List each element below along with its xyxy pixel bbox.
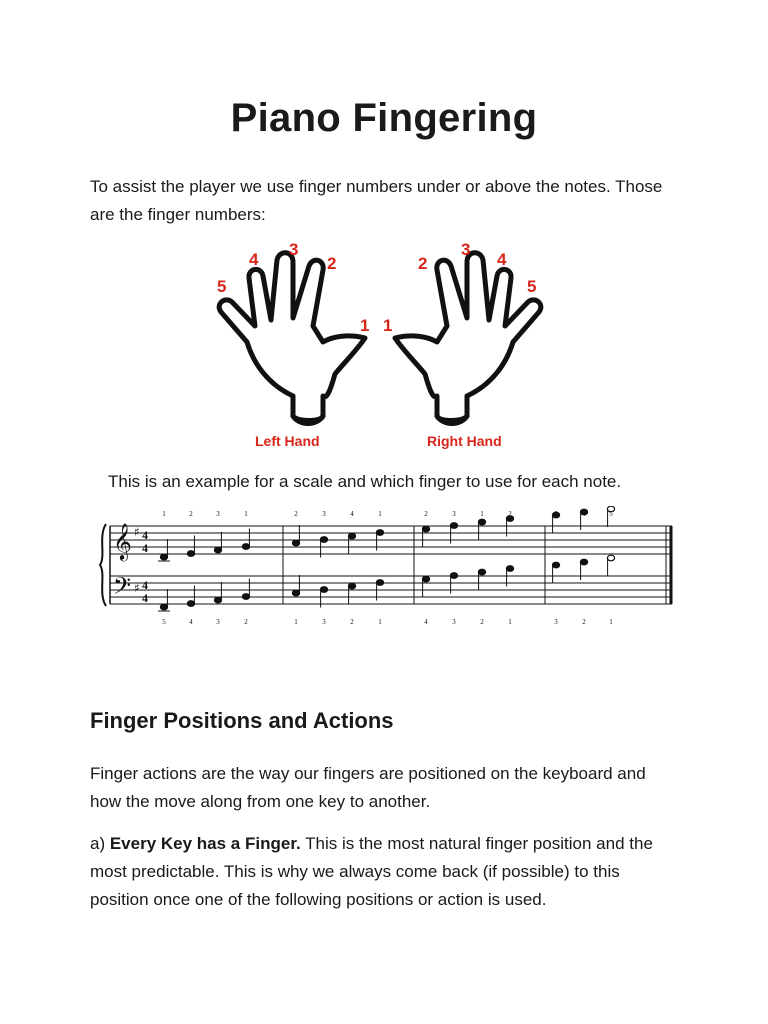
treble-fingering-number: 3: [322, 510, 326, 518]
treble-time-sig-bottom: 4: [142, 541, 148, 555]
right-finger-3: 3: [461, 240, 471, 259]
bass-clef-icon: 𝄢: [113, 572, 132, 605]
treble-note: [187, 551, 194, 557]
treble-note: [348, 533, 355, 539]
treble-note: [214, 547, 221, 553]
bass-note: [607, 555, 614, 561]
treble-fingering-number: 3: [554, 510, 558, 518]
right-finger-2: 2: [418, 254, 428, 273]
section-heading: Finger Positions and Actions: [90, 708, 394, 733]
bass-fingering-number: 3: [322, 618, 326, 626]
treble-fingering-number: 3: [452, 510, 456, 518]
bass-note: [292, 590, 299, 596]
bass-fingering-number: 2: [350, 618, 354, 626]
bass-note: [478, 569, 485, 575]
item-a-bold: Every Key has a Finger.: [109, 834, 301, 853]
bass-fingering-number: 1: [294, 618, 298, 626]
bass-note: [376, 580, 383, 586]
left-hand-label: Left Hand: [255, 433, 320, 449]
bass-note: [552, 562, 559, 568]
left-finger-2: 2: [327, 254, 337, 273]
bass-fingering-number: 2: [480, 618, 484, 626]
bass-fingering-number: 2: [244, 618, 248, 626]
treble-fingering-number: 1: [162, 510, 166, 518]
treble-fingering-number: 1: [480, 510, 484, 518]
treble-fingering-number: 2: [294, 510, 298, 518]
bass-note: [214, 597, 221, 603]
scale-caption: This is an example for a scale and which finger to use for each note.: [108, 472, 622, 491]
scale-music-example: [96, 506, 680, 628]
treble-sharp-icon: ♯: [134, 525, 140, 539]
bass-note: [348, 583, 355, 589]
treble-note: [450, 523, 457, 529]
right-finger-1: 1: [383, 316, 393, 335]
treble-time-sig-top: 4: [142, 528, 148, 542]
right-hand-label: Right Hand: [427, 433, 502, 449]
left-finger-4: 4: [249, 250, 259, 269]
bass-fingering-number: 3: [216, 618, 220, 626]
bass-note: [242, 594, 249, 600]
treble-fingering-number: 2: [424, 510, 428, 518]
bass-note: [506, 566, 513, 572]
grand-staff-brace: [100, 524, 106, 606]
item-a-text: This is the most natural finger position and the most predictable. This is why we always come back (if possible) to this position once one of the following positions or action is used.: [90, 834, 653, 909]
treble-note: [160, 554, 167, 560]
bass-note: [320, 587, 327, 593]
treble-note: [376, 530, 383, 536]
page-title: Piano Fingering: [230, 96, 538, 140]
bass-note: [160, 604, 167, 610]
bass-fingering-number: 4: [424, 618, 428, 626]
treble-note: [478, 519, 485, 525]
treble-note: [320, 537, 327, 543]
bass-note: [187, 601, 194, 607]
bass-fingering-number: 3: [452, 618, 456, 626]
treble-fingering-number: 1: [244, 510, 248, 518]
bass-note: [580, 559, 587, 565]
bass-fingering-number: 1: [609, 618, 613, 626]
treble-note: [292, 540, 299, 546]
right-finger-4: 4: [497, 250, 507, 269]
treble-fingering-number: 5: [609, 510, 613, 518]
left-finger-3: 3: [289, 240, 299, 259]
left-hand-outline: [219, 253, 365, 421]
hands-finger-numbers-illustration: [205, 238, 555, 456]
treble-fingering-number: 4: [350, 510, 354, 518]
bass-fingering-number: 1: [508, 618, 512, 626]
intro-paragraph: To assist the player we use finger numbers under or above the notes. Those are the finger numbers:: [90, 177, 663, 224]
treble-note: [242, 544, 249, 550]
bass-fingering-number: 2: [582, 618, 586, 626]
bass-sharp-icon: ♯: [134, 581, 140, 595]
treble-fingering-number: 1: [378, 510, 382, 518]
item-a-prefix: a): [90, 834, 110, 853]
treble-note: [422, 526, 429, 532]
treble-fingering-number: 3: [216, 510, 220, 518]
left-finger-5: 5: [217, 277, 227, 296]
left-finger-1: 1: [360, 316, 370, 335]
treble-fingering-number: 2: [508, 510, 512, 518]
bass-fingering-number: 4: [189, 618, 193, 626]
bass-fingering-number: 5: [162, 618, 166, 626]
bass-fingering-number: 1: [378, 618, 382, 626]
section-paragraph: Finger actions are the way our fingers are positioned on the keyboard and how the move along from one key to another.: [90, 764, 646, 811]
treble-clef-icon: 𝄞: [113, 522, 132, 560]
bass-fingering-number: 3: [554, 618, 558, 626]
right-finger-5: 5: [527, 277, 537, 296]
bass-time-sig-bottom: 4: [142, 591, 148, 605]
treble-fingering-number: 2: [189, 510, 193, 518]
right-hand-outline: [395, 253, 541, 421]
bass-note: [422, 576, 429, 582]
item-a-paragraph: [90, 830, 680, 914]
bass-time-sig-top: 4: [142, 578, 148, 592]
bass-note: [450, 573, 457, 579]
treble-fingering-number: 4: [582, 510, 586, 518]
